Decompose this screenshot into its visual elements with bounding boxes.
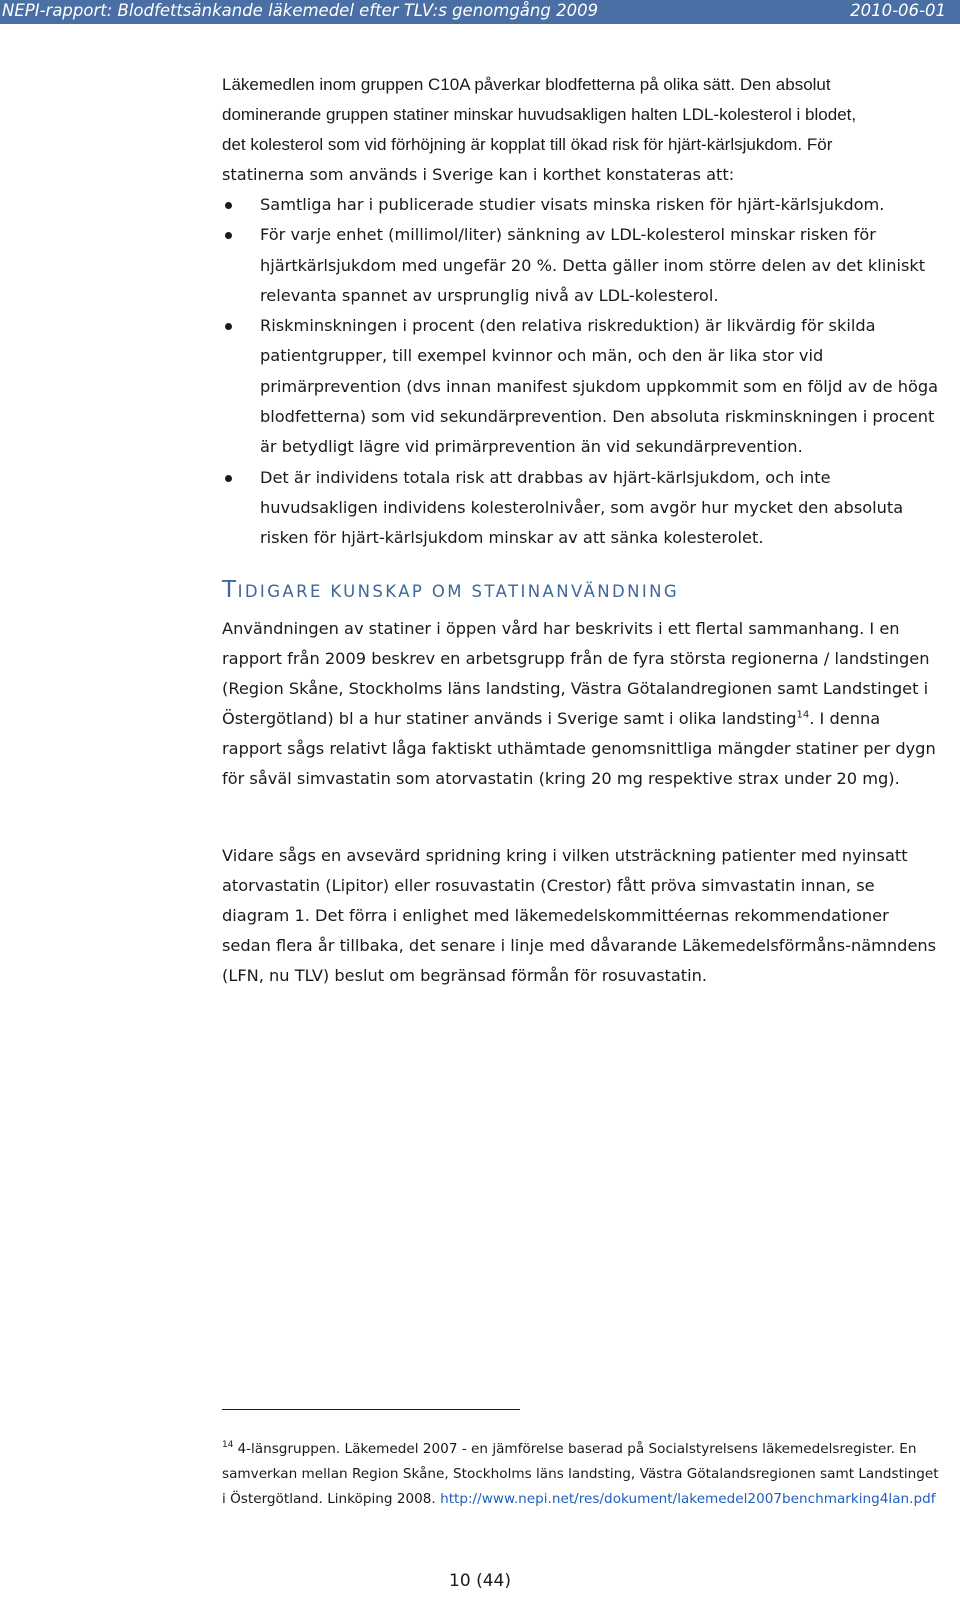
heading-rest: IDIGARE KUNSKAP OM STATINANVÄNDNING — [237, 582, 680, 601]
header-date: 2010-06-01 — [850, 1, 946, 20]
intro-paragraph — [222, 70, 940, 190]
page-number: 10 (44) — [449, 1571, 511, 1591]
paragraph-statin-use — [222, 614, 940, 794]
list-item-text: Riskminskningen i procent (den relativa riskreduktion) är likvärdig för skilda patientgrupper, till exempel kvinnor och män, och den är lika stor vid primärprevention (dvs innan manifest sjukdom uppkommit som en följd av de höga blodfetterna) som vid sekundärprevention. Den absoluta riskminskningen i procent är betydligt lägre vid primärprevention än vid sekundärprevention. — [260, 316, 939, 457]
footnote-number: 14 — [222, 1440, 234, 1451]
paragraph-text: . I denna rapport sågs relativt låga faktiskt uthämtade genomsnittliga mängder statiner per dygn för såväl simvastatin som atorvastatin (kring 20 mg respektive strax under 20 mg). — [222, 709, 936, 788]
list-item-text: Det är individens totala risk att drabbas av hjärt-kärlsjukdom, och inte huvudsakligen individens kolesterolnivåer, som avgör hur mycket den absoluta risken för hjärt-kärlsjukdom minskar av att sänka kolesterolet. — [260, 467, 904, 548]
list-item — [222, 190, 940, 220]
heading-initial: T — [222, 577, 238, 603]
list-item — [222, 220, 940, 311]
footnote-divider — [222, 1409, 520, 1410]
intro-line: dominerande gruppen statiner minskar huvudsakligen halten LDL-kolesterol i blodet, — [222, 105, 857, 124]
intro-line: statinerna som används i Sverige kan i korthet konstateras att: — [222, 165, 735, 184]
bullet-icon — [225, 323, 232, 330]
list-item — [222, 463, 940, 554]
bullet-icon — [225, 475, 232, 482]
intro-line: Läkemedlen inom gruppen C10A påverkar blodfetterna på olika sätt. Den absolut — [222, 75, 831, 94]
page-header — [0, 0, 960, 24]
intro-line: det kolesterol som vid förhöjning är kopplat till ökad risk för hjärt-kärlsjukdom. För — [222, 135, 833, 154]
paragraph-text: Användningen av statiner i öppen vård har beskrivits i ett flertal sammanhang. I en rapport från 2009 beskrev en arbetsgrupp från de fyra största regionerna / landstingen (Region Skåne, Stockholms läns landsting, Västra Götalandregionen samt Landstinget i Östergötland) bl a hur statiner används i Sverige samt i olika landsting — [222, 619, 930, 728]
list-item — [222, 311, 940, 462]
footnote-link[interactable]: http://www.nepi.net/res/dokument/lakemedel2007benchmarking4lan.pdf — [440, 1491, 936, 1507]
bullet-icon — [225, 232, 232, 239]
footnote-reference[interactable]: 14 — [796, 709, 810, 721]
list-item-text: Samtliga har i publicerade studier visats minska risken för hjärt-kärlsjukdom. — [260, 195, 885, 214]
header-title: NEPI-rapport: Blodfettsänkande läkemedel efter TLV:s genomgång 2009 — [2, 1, 599, 20]
footnote-text: 4-länsgruppen. Läkemedel 2007 - en jämförelse baserad på Socialstyrelsens läkemedelsregister. En samverkan mellan Region Skåne, Stockholms läns landsting, Västra Götalandsregionen samt Landstinget i Östergötland. Linköping 2008. — [222, 1441, 939, 1507]
paragraph-text: Vidare sågs en avsevärd spridning kring i vilken utsträckning patienter med nyinsatt atorvastatin (Lipitor) eller rosuvastatin (Crestor) fått pröva simvastatin innan, se diagram 1. Det förra i enlighet med läkemedelskommittéernas rekommendationer sedan flera år tillbaka, det senare i linje med dåvarande Läkemedelsförmåns-nämndens (LFN, nu TLV) beslut om begränsad förmån för rosuvastatin. — [222, 846, 937, 985]
section-heading — [222, 577, 679, 603]
list-item-text: För varje enhet (millimol/liter) sänkning av LDL-kolesterol minskar risken för hjärtkärlsjukdom med ungefär 20 %. Detta gäller inom större delen av det kliniskt relevanta spannet av ursprunglig nivå av LDL-kolesterol. — [260, 225, 926, 305]
bullet-icon — [225, 202, 232, 209]
footnote — [222, 1437, 942, 1512]
statin-facts-list — [222, 190, 940, 554]
paragraph-spread — [222, 841, 940, 991]
